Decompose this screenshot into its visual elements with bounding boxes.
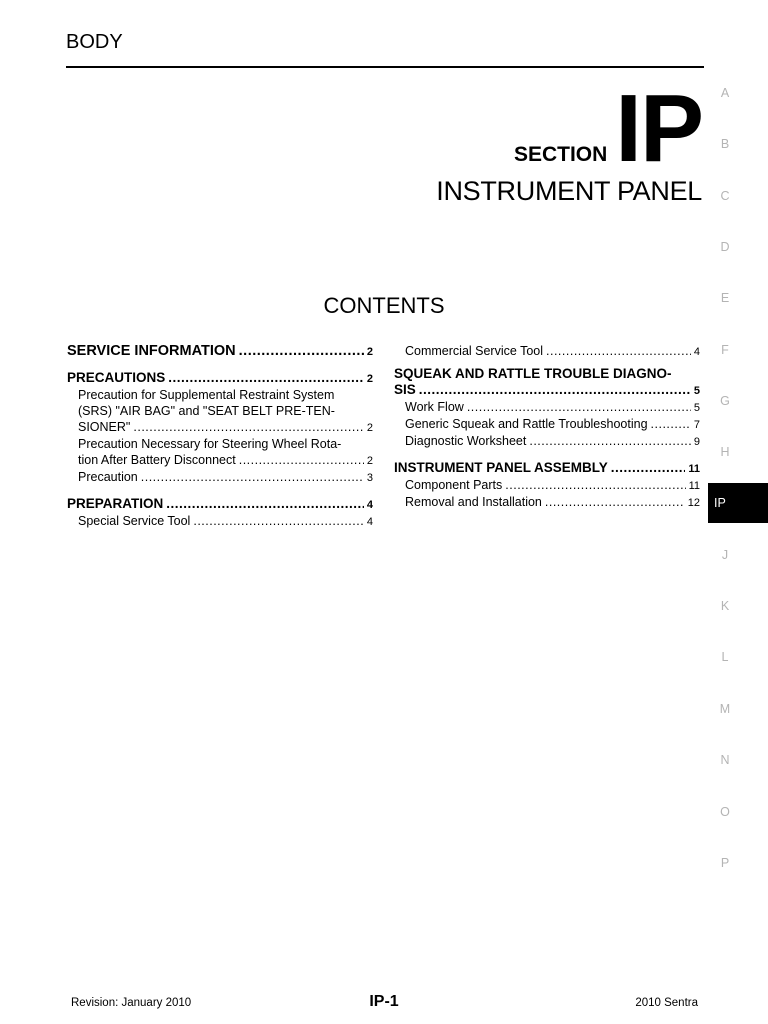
tab-k[interactable]: K	[720, 599, 730, 613]
toc-entry-precautions[interactable]	[67, 370, 373, 387]
toc-label: PRECAUTIONS	[67, 370, 166, 385]
toc-entry-commercial-service-tool[interactable]	[394, 343, 700, 360]
toc-page: 9	[693, 436, 700, 448]
tab-p[interactable]: P	[720, 856, 730, 870]
leader-dots	[546, 343, 691, 359]
toc-label-line: SIONER"	[78, 420, 131, 434]
toc-entry-precaution-srs[interactable]	[67, 387, 373, 436]
leader-dots	[141, 469, 364, 485]
toc-page: 2	[366, 422, 373, 434]
toc-label: PREPARATION	[67, 496, 164, 511]
toc-entry-removal-installation[interactable]	[394, 494, 700, 511]
toc-page: 4	[693, 346, 700, 358]
tab-o[interactable]: O	[720, 805, 730, 819]
toc-label-line: SQUEAK AND RATTLE TROUBLE DIAGNO-	[394, 366, 672, 381]
footer-model: 2010 Sentra	[635, 997, 698, 1009]
toc-page: 3	[366, 472, 373, 484]
leader-dots	[651, 416, 691, 432]
tab-j[interactable]: J	[721, 548, 729, 562]
tab-e[interactable]: E	[720, 291, 730, 305]
toc-label-line: (SRS) "AIR BAG" and "SEAT BELT PRE-TEN-	[78, 404, 335, 418]
leader-dots	[545, 494, 685, 510]
section-heading	[513, 75, 702, 182]
toc-page: 7	[693, 419, 700, 431]
toc-label: Precaution	[78, 470, 138, 484]
toc-label: Component Parts	[405, 478, 503, 492]
header-rule	[66, 66, 704, 68]
section-word: SECTION	[513, 143, 608, 166]
tab-h[interactable]: H	[720, 445, 730, 459]
leader-dots	[505, 477, 685, 493]
toc-page: 5	[693, 385, 700, 397]
leader-dots	[239, 343, 364, 359]
toc-label: Work Flow	[405, 400, 464, 414]
toc-entry-precaution-steering[interactable]	[67, 436, 373, 469]
toc-right-column	[394, 343, 700, 511]
toc-page: 11	[688, 463, 700, 475]
toc-label: Diagnostic Worksheet	[405, 434, 527, 448]
toc-page: 12	[687, 497, 700, 509]
toc-page: 4	[366, 516, 373, 528]
toc-entry-squeak-rattle[interactable]	[394, 366, 700, 399]
tab-c[interactable]: C	[720, 189, 730, 203]
page-header-title: BODY	[66, 31, 123, 53]
toc-entry-preparation[interactable]	[67, 496, 373, 513]
toc-entry-component-parts[interactable]	[394, 477, 700, 494]
toc-label-line: Precaution for Supplemental Restraint System	[78, 388, 335, 402]
toc-label-line: SIS	[394, 382, 416, 397]
tab-f[interactable]: F	[721, 343, 729, 357]
toc-page: 2	[366, 346, 373, 358]
leader-dots	[611, 460, 686, 476]
section-title: INSTRUMENT PANEL	[436, 176, 702, 206]
toc-entry-special-service-tool[interactable]	[67, 513, 373, 530]
toc-label-line: Precaution Necessary for Steering Wheel Rota-	[78, 437, 342, 451]
toc-entry-instrument-panel-assembly[interactable]	[394, 460, 700, 477]
section-code: IP	[615, 75, 702, 182]
toc-entry-precaution[interactable]	[67, 469, 373, 486]
toc-page: 5	[693, 402, 700, 414]
tab-l[interactable]: L	[721, 650, 729, 664]
tab-n[interactable]: N	[720, 753, 730, 767]
leader-dots	[239, 452, 364, 468]
toc-label: Commercial Service Tool	[405, 344, 544, 358]
leader-dots	[166, 496, 364, 512]
tab-b[interactable]: B	[720, 137, 730, 151]
toc-page: 4	[366, 499, 373, 511]
toc-page: 2	[366, 455, 373, 467]
leader-dots	[168, 370, 364, 386]
footer-page-number: IP-1	[369, 993, 399, 1010]
tab-m[interactable]: M	[719, 702, 731, 716]
toc-label: SERVICE INFORMATION	[67, 343, 236, 359]
tab-g[interactable]: G	[720, 394, 730, 408]
tab-ip-active[interactable]: IP	[708, 483, 768, 523]
contents-title: CONTENTS	[323, 293, 445, 318]
leader-dots	[193, 513, 364, 529]
toc-entry-generic-squeak[interactable]	[394, 416, 700, 433]
toc-label: Special Service Tool	[78, 514, 191, 528]
toc-left-column	[67, 343, 373, 530]
tab-d[interactable]: D	[720, 240, 730, 254]
leader-dots	[133, 419, 364, 435]
toc-entry-work-flow[interactable]	[394, 399, 700, 416]
leader-dots	[419, 382, 691, 398]
footer-revision: Revision: January 2010	[71, 997, 192, 1009]
toc-entry-diagnostic-worksheet[interactable]	[394, 433, 700, 450]
toc-label: Removal and Installation	[405, 495, 542, 509]
tab-a[interactable]: A	[720, 86, 730, 100]
toc-label: Generic Squeak and Rattle Troubleshooting	[405, 417, 648, 431]
toc-entry-service-information[interactable]	[67, 343, 373, 360]
leader-dots	[467, 399, 691, 415]
leader-dots	[529, 433, 691, 449]
toc-label-line: tion After Battery Disconnect	[78, 453, 236, 467]
toc-label: INSTRUMENT PANEL ASSEMBLY	[394, 460, 608, 475]
toc-page: 2	[366, 373, 373, 385]
toc-page: 11	[688, 480, 700, 492]
